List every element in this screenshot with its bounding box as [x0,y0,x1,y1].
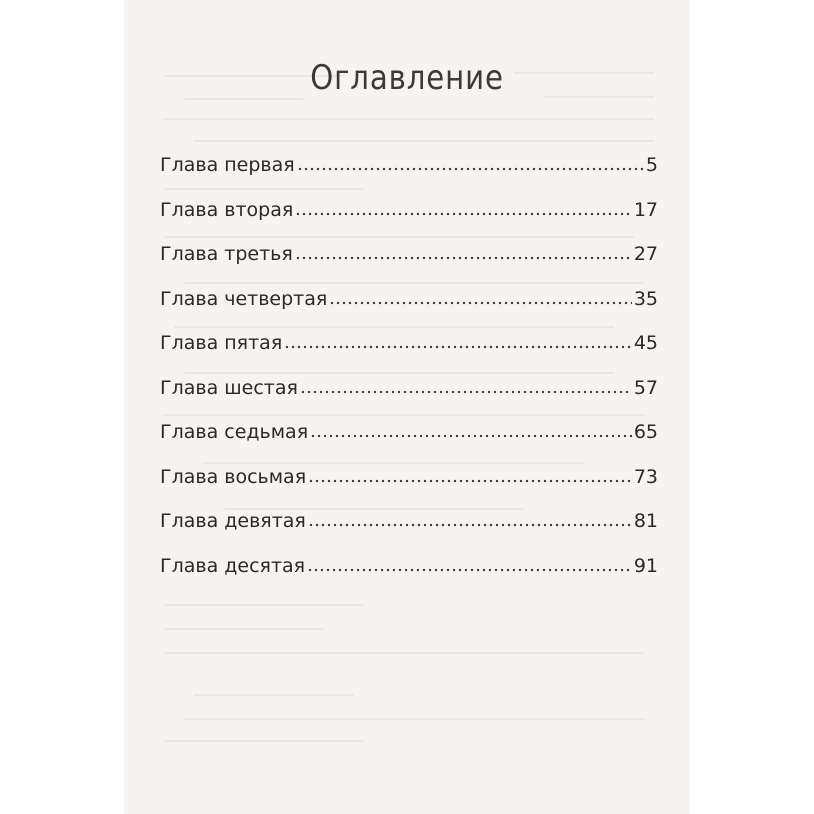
book-page [124,0,690,814]
toc-entry [160,452,658,488]
toc-entry-label: Глава первая [160,154,295,176]
toc-entry-page: 81 [633,510,658,532]
toc-entry-page: 73 [633,465,658,488]
toc-entry-label: Глава восьмая [160,465,307,488]
toc-entry [160,185,658,221]
toc-entry [160,363,658,399]
toc-dot-leader [297,167,644,171]
toc-entry-label: Глава девятая [160,510,306,532]
toc-entry-label: Глава пятая [160,332,283,354]
toc-entry [160,407,658,443]
toc-dot-leader [308,479,632,483]
toc-entry [160,541,658,577]
toc-entry-page: 45 [633,332,658,354]
toc-entry-label: Глава вторая [160,198,294,221]
toc-entry-page: 57 [633,376,658,399]
toc-dot-leader [295,212,632,216]
toc-entry [160,140,658,176]
toc-dot-leader [295,256,632,260]
toc-entry-label: Глава третья [160,243,293,265]
toc-dot-leader [308,523,632,527]
toc-entry [160,274,658,310]
toc-entry-label: Глава шестая [160,376,298,399]
toc-dot-leader [307,568,632,572]
toc-entry-label: Глава седьмая [160,421,309,443]
toc-entry-page: 65 [633,421,658,443]
toc-entry-page: 91 [633,554,658,577]
toc-dot-leader [310,434,632,438]
toc-entry-label: Глава четвертая [160,287,328,310]
toc-entry [160,318,658,354]
toc-entry [160,496,658,532]
toc-entry-page: 27 [633,243,658,265]
toc-entry-page: 35 [633,287,658,310]
toc-entry-page: 17 [633,198,658,221]
page-title: Оглавление [310,58,504,98]
toc-entry-label: Глава десятая [160,554,306,577]
toc-dot-leader [284,345,632,349]
toc-dot-leader [300,390,632,394]
toc-entry [160,229,658,265]
toc-entry-page: 5 [645,154,658,176]
toc-dot-leader [329,301,631,305]
